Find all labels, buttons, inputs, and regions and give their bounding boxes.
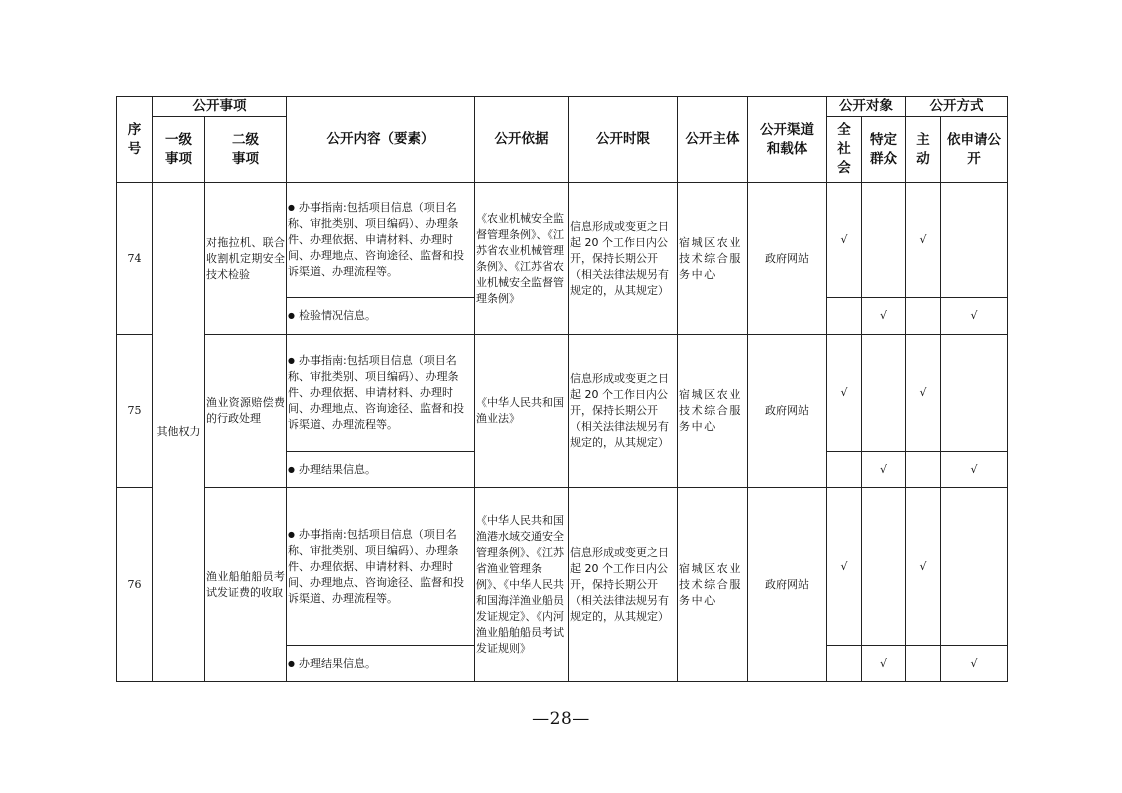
row-item2: 渔业资源赔偿费的行政处理 [205, 335, 287, 488]
category-level1: 其他权力 [153, 183, 205, 682]
row-content-sub [287, 646, 475, 682]
content-main-text: 办事指南:包括项目信息（项目名称、审批类别、项目编码）、办理条件、办理依据、申请材料、办理时间、办理地点、咨询途径、监督和投诉渠道、办理流程等。 [288, 201, 464, 278]
check-on-request: √ [941, 646, 1008, 682]
check-proactive: √ [906, 183, 941, 298]
page-number: —28— [532, 709, 590, 729]
check-specific-group: √ [862, 298, 906, 335]
check-on-request-empty [941, 488, 1008, 646]
row-content-main [287, 488, 475, 646]
header-proactive: 主动 [906, 117, 941, 183]
disclosure-table [116, 96, 1008, 682]
row-channel: 政府网站 [748, 183, 827, 335]
check-proactive: √ [906, 335, 941, 452]
row-subject: 宿城区农业技术综合服务中心 [678, 335, 748, 488]
check-whole-society: √ [827, 488, 862, 646]
check-on-request: √ [941, 298, 1008, 335]
header-audience-group: 公开对象 [827, 97, 906, 117]
row-timing: 信息形成或变更之日起 20 个工作日内公开，保持长期公开（相关法律法规另有规定的，从其规定） [569, 335, 678, 488]
header-content: 公开内容（要素） [287, 97, 475, 183]
check-proactive-empty [906, 452, 941, 488]
row-item2: 对拖拉机、联合收割机定期安全技术检验 [205, 183, 287, 335]
bullet-icon: ● [288, 203, 295, 212]
row-seq: 74 [117, 183, 153, 335]
row-channel: 政府网站 [748, 335, 827, 488]
check-on-request-empty [941, 183, 1008, 298]
header-method-group: 公开方式 [906, 97, 1008, 117]
bullet-icon: ● [288, 529, 295, 539]
header-channel: 公开渠道和载体 [748, 97, 827, 183]
row-content-main [287, 335, 475, 452]
check-on-request: √ [941, 452, 1008, 488]
row-item2: 渔业船舶船员考试发证费的收取 [205, 488, 287, 682]
check-specific-group-empty [862, 335, 906, 452]
check-specific-group: √ [862, 452, 906, 488]
row-timing: 信息形成或变更之日起 20 个工作日内公开，保持长期公开（相关法律法规另有规定的，从其规定） [569, 183, 678, 335]
header-whole-society: 全社会 [827, 117, 862, 183]
header-on-request: 依申请公开 [941, 117, 1008, 183]
header-level1: 一级事项 [153, 117, 205, 183]
header-seq: 序号 [117, 97, 153, 183]
content-sub-text: 办理结果信息。 [298, 656, 376, 670]
row-basis: 《中华人民共和国渔业法》 [475, 335, 569, 488]
check-whole-society-empty [827, 298, 862, 335]
header-level2: 二级事项 [205, 117, 287, 183]
check-specific-group-empty [862, 183, 906, 298]
check-whole-society-empty [827, 452, 862, 488]
header-basis: 公开依据 [475, 97, 569, 183]
row-content-main [287, 183, 475, 298]
check-whole-society: √ [827, 183, 862, 298]
bullet-icon: ● [288, 464, 295, 474]
content-main-text: 办事指南:包括项目信息（项目名称、审批类别、项目编码）、办理条件、办理依据、申请材料、办理时间、办理地点、咨询途径、监督和投诉渠道、办理流程等。 [288, 354, 464, 431]
check-specific-group-empty [862, 488, 906, 646]
row-seq: 76 [117, 488, 153, 682]
header-specific-group: 特定群众 [862, 117, 906, 183]
content-sub-text: 办理结果信息。 [298, 462, 376, 476]
row-subject: 宿城区农业技术综合服务中心 [678, 488, 748, 682]
header-subject: 公开主体 [678, 97, 748, 183]
bullet-icon: ● [288, 356, 295, 365]
header-timing: 公开时限 [569, 97, 678, 183]
check-whole-society: √ [827, 335, 862, 452]
check-specific-group: √ [862, 646, 906, 682]
row-channel: 政府网站 [748, 488, 827, 682]
row-content-sub [287, 298, 475, 335]
check-proactive: √ [906, 488, 941, 646]
content-sub-text: 检验情况信息。 [298, 309, 376, 322]
check-proactive-empty [906, 298, 941, 335]
row-basis: 《中华人民共和国渔港水域交通安全管理条例》、《江苏省渔业管理条例》、《中华人民共和国海洋渔业船员发证规定》、《内河渔业船舶船员考试发证规则》 [475, 488, 569, 682]
row-basis: 《农业机械安全监督管理条例》、《江苏省农业机械管理条例》、《江苏省农业机械安全监督管理条例》 [475, 183, 569, 335]
check-proactive-empty [906, 646, 941, 682]
check-on-request-empty [941, 335, 1008, 452]
header-matter-group: 公开事项 [153, 97, 287, 117]
check-whole-society-empty [827, 646, 862, 682]
row-content-sub [287, 452, 475, 488]
row-seq: 75 [117, 335, 153, 488]
bullet-icon: ● [288, 658, 295, 668]
row-timing: 信息形成或变更之日起 20 个工作日内公开，保持长期公开（相关法律法规另有规定的，从其规定） [569, 488, 678, 682]
bullet-icon: ● [288, 311, 295, 320]
row-subject: 宿城区农业技术综合服务中心 [678, 183, 748, 335]
content-main-text: 办事指南:包括项目信息（项目名称、审批类别、项目编码）、办理条件、办理依据、申请材料、办理时间、办理地点、咨询途径、监督和投诉渠道、办理流程等。 [288, 527, 464, 605]
